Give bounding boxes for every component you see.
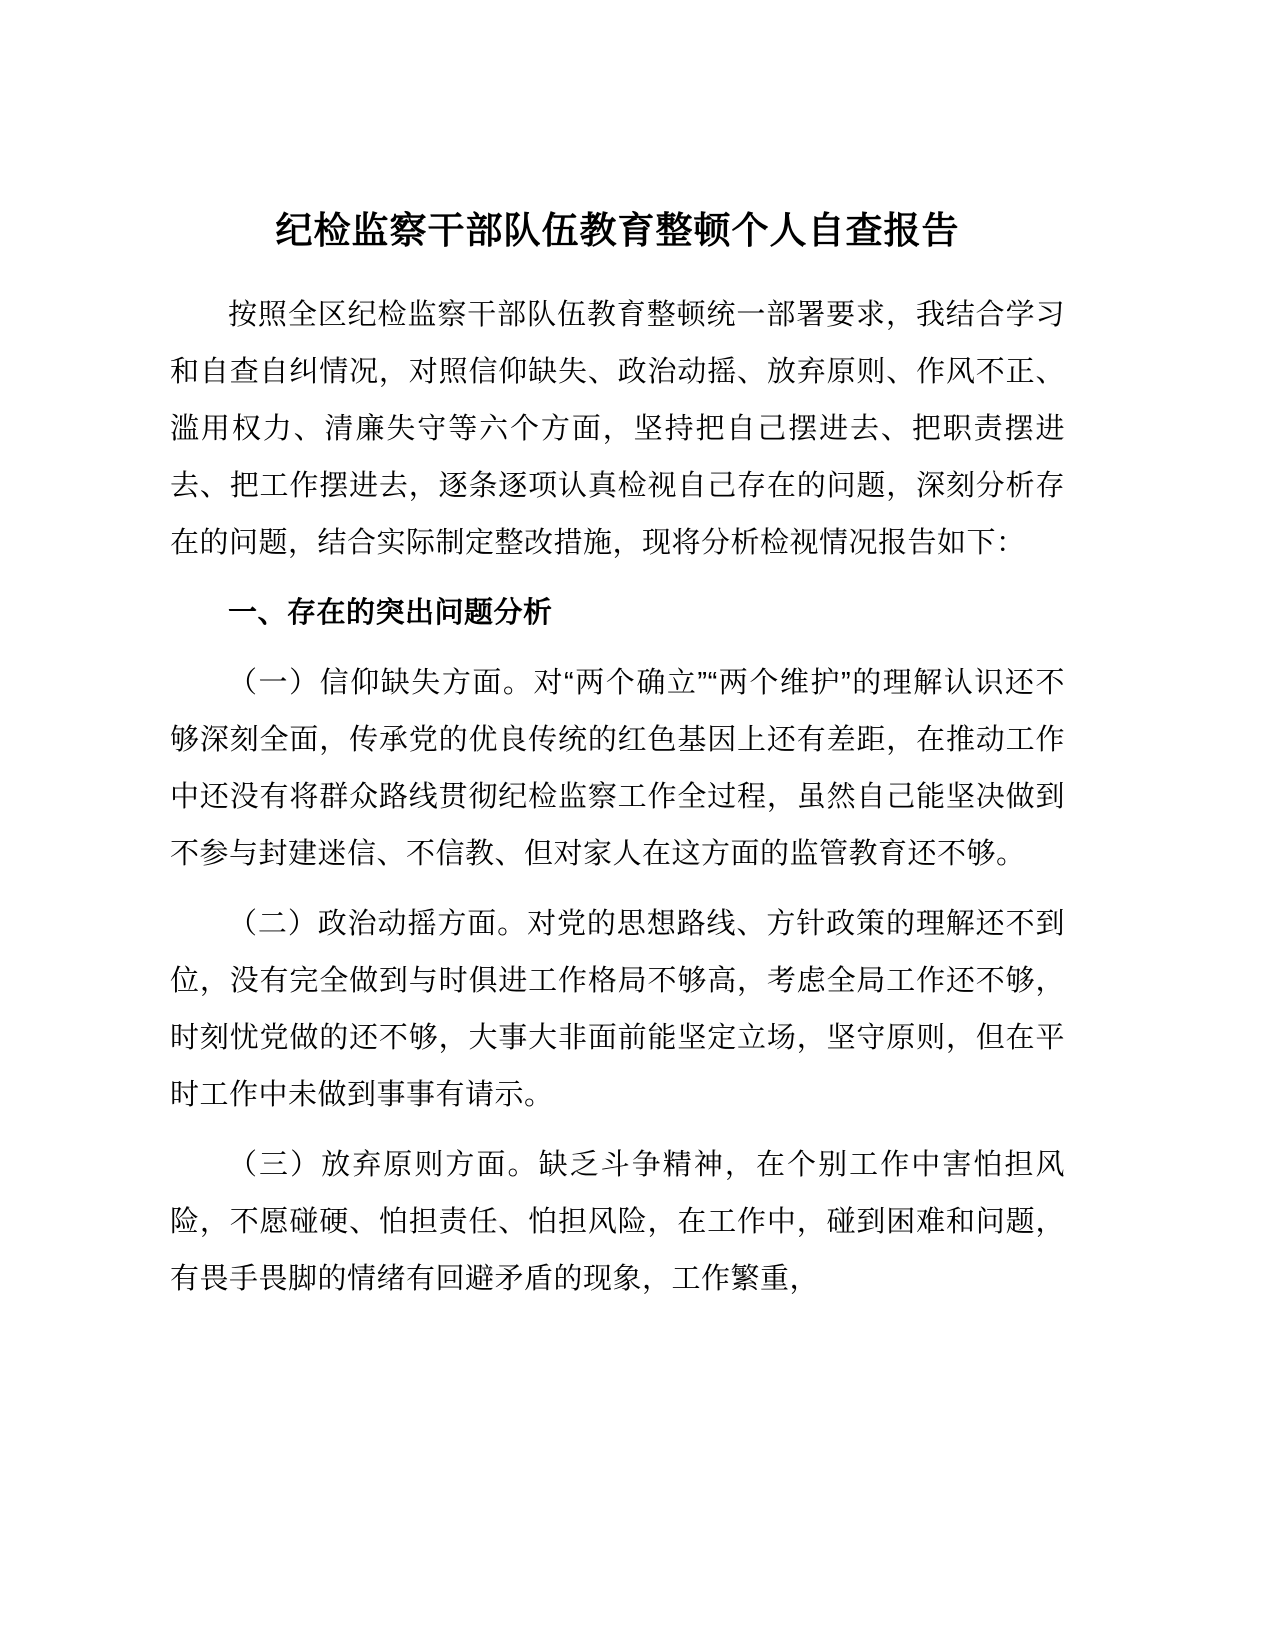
intro-paragraph: 按照全区纪检监察干部队伍教育整顿统一部署要求，我结合学习和自查自纠情况，对照信仰缺失、政治动摇、放弃原则、作风不正、滥用权力、清廉失守等六个方面，坚持把自己摆进去、把职责摆进去、把工作摆进去，逐条逐项认真检视自己存在的问题，深刻分析存在的问题，结合实际制定整改措施，现将分析检视情况报告如下：	[170, 298, 1065, 559]
paragraph-item-1: （一）信仰缺失方面。对“两个确立”“两个维护”的理解认识还不够深刻全面，传承党的优良传统的红色基因上还有差距，在推动工作中还没有将群众路线贯彻纪检监察工作全过程，虽然自己能坚决做到不参与封建迷信、不信教、但对家人在这方面的监管教育还不够。	[170, 666, 1065, 870]
paragraph-item-3: （三）放弃原则方面。缺乏斗争精神，在个别工作中害怕担风险，不愿碰硬、怕担责任、怕担风险，在工作中，碰到困难和问题，有畏手畏脚的情绪有回避矛盾的现象，工作繁重，	[170, 1148, 1065, 1295]
paragraph-item-2: （二）政治动摇方面。对党的思想路线、方针政策的理解还不到位，没有完全做到与时俱进工作格局不够高，考虑全局工作还不够，时刻忧党做的还不够，大事大非面前能坚定立场，坚守原则，但在平时工作中未做到事事有请示。	[170, 907, 1065, 1111]
section-heading-1: 一、存在的突出问题分析	[228, 596, 553, 629]
document-title: 纪检监察干部队伍教育整顿个人自查报告	[275, 210, 960, 251]
